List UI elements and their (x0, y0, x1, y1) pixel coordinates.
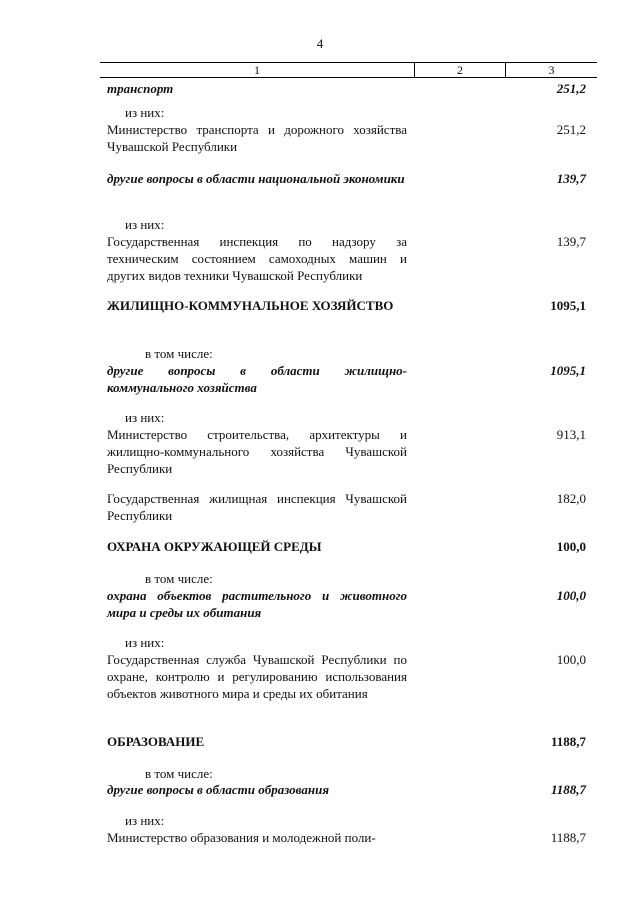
row-value: 139,7 (556, 171, 586, 186)
row-label: в том числе: (145, 766, 213, 781)
row-label: другие вопросы в области жилищно-коммунального хозяйства (107, 363, 407, 395)
table-header (100, 62, 597, 78)
row-label: в том числе: (145, 346, 213, 361)
row-value: 1095,1 (550, 298, 586, 313)
row-label: Министерство образования и молодежной поли- (107, 830, 376, 845)
row-value: 1188,7 (550, 830, 586, 845)
header-col-2: 2 (415, 63, 506, 77)
row-label: другие вопросы в области образования (107, 782, 330, 797)
row-label: ОБРАЗОВАНИЕ (107, 734, 205, 749)
row-label: Государственная жилищная инспекция Чувашской Республики (107, 491, 407, 523)
row-label: транспорт (107, 81, 174, 96)
row-label: в том числе: (145, 571, 213, 586)
row-value: 1095,1 (550, 363, 586, 378)
page-number: 4 (316, 36, 324, 51)
row-value: 100,0 (556, 652, 586, 667)
row-value: 251,2 (556, 122, 586, 137)
row-label: охрана объектов растительного и животного мира и среды их обитания (107, 588, 407, 620)
header-col-1: 1 (100, 63, 415, 77)
row-label: Государственная служба Чувашской Республики по охране, контролю и регулированию использования объектов животного мира и среды их обитания (107, 652, 407, 701)
row-value: 182,0 (556, 491, 586, 506)
row-label: ЖИЛИЩНО-КОММУНАЛЬНОЕ ХОЗЯЙСТВО (107, 298, 394, 313)
row-value: 913,1 (556, 427, 586, 442)
row-label: из них: (125, 105, 165, 120)
row-label: из них: (125, 410, 165, 425)
row-value: 1188,7 (550, 734, 586, 749)
row-value: 1188,7 (550, 782, 586, 797)
row-label: другие вопросы в области национальной экономики (107, 171, 405, 186)
row-value: 251,2 (556, 81, 586, 96)
row-value: 100,0 (556, 588, 586, 603)
row-value: 139,7 (556, 234, 586, 249)
row-label: из них: (125, 813, 165, 828)
row-label: из них: (125, 635, 165, 650)
row-label: ОХРАНА ОКРУЖАЮЩЕЙ СРЕДЫ (107, 539, 322, 554)
header-col-3: 3 (548, 63, 555, 77)
row-label: из них: (125, 217, 165, 232)
row-label: Министерство строительства, архитектуры и жилищно-коммунального хозяйства Чувашской Республики (107, 427, 407, 476)
row-label: Государственная инспекция по надзору за техническим состоянием самоходных машин и других видов техники Чувашской Республики (107, 234, 407, 283)
row-value: 100,0 (556, 539, 586, 554)
row-label: Министерство транспорта и дорожного хозяйства Чувашской Республики (107, 122, 407, 154)
